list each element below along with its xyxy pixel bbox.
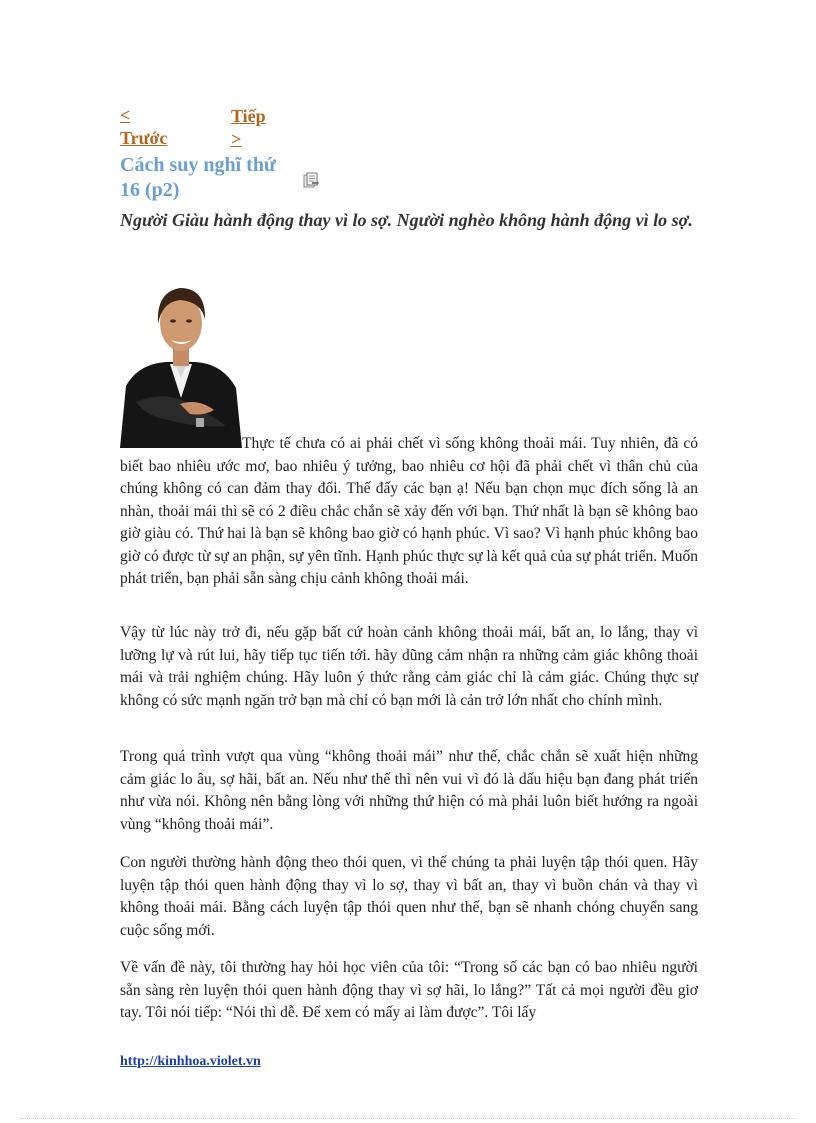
paragraph-3: Trong quá trình vượt qua vùng “không thoải mái” như thế, chắc chắn sẽ xuất hiện những cảm giác lo âu, sợ hãi, bất an. Nếu như thế thì nên vui vì đó là dấu hiệu bạn đang phát triển như vừa nói. Không nên bằng lòng với những thứ hiện có mà phải luôn biết hướng ra ngoài vùng “không thoải mái”. (120, 748, 698, 833)
prev-label: Trước (120, 128, 168, 148)
footer-website-link[interactable]: http://kinhhoa.violet.vn (120, 1054, 261, 1069)
paragraph-5: Về vấn đề này, tôi thường hay hỏi học viên của tôi: “Trong số các bạn có bao nhiêu người sẵn sàng rèn luyện thói quen hành động thay vì sợ hãi, lo lắng?” Tất cả mọi người đều giơ tay. Tôi nói tiếp: “Nói thì dễ. Để xem có mấy ai làm được”. Tôi lấy (120, 959, 698, 1021)
subtitle: Người Giàu hành động thay vì lo sợ. Người nghèo không hành động vì lo sợ. (120, 210, 693, 230)
prev-link[interactable] (120, 104, 210, 150)
next-link[interactable] (231, 105, 291, 151)
paragraph-1: Thực tế chưa có ai phải chết vì sống không thoải mái. Tuy nhiên, đã có biết bao nhiêu ước mơ, bao nhiêu ý tưởng, bao nhiêu cơ hội đã phải chết vì thân chủ của chúng không có can đảm thay đổi. Thế đấy các bạn ạ! Nếu bạn chọn mục đích sống là an nhàn, thoải mái thì sẽ có 2 điều chắc chắn sẽ xảy đến với bạn. Thứ nhất là bạn sẽ không bao giờ giàu có. Thứ hai là bạn sẽ không bao giờ có hạnh phúc. Vì sao? Vì hạnh phúc không bao giờ có được từ sự an phận, sự yên tĩnh. Hạnh phúc thực sự là kết quả của sự phát triển. Muốn phát triển, bạn phải sẵn sàng chịu cảnh không thoải mái. (120, 435, 698, 587)
portrait-photo (118, 278, 243, 448)
next-label: Tiếp (231, 106, 266, 126)
paragraph-4: Con người thường hành động theo thói quen, vì thế chúng ta phải luyện tập thói quen. Hãy luyện tập thói quen hành động thay vì lo sợ, thay vì bất an, thay vì buồn chán và thay vì không thoải mái. Bằng cách luyện tập thói quen như thế, bạn sẽ nhanh chóng chuyển sang cuộc sống mới. (120, 854, 698, 939)
prev-arrow: < (120, 105, 131, 125)
paragraph-2: Vậy từ lúc này trở đi, nếu gặp bất cứ hoàn cảnh không thoải mái, bất an, lo lắng, thay vì lưỡng lự và rút lui, hãy tiếp tục tiến tới. hãy dũng cảm nhận ra những cảm giác không thoải mái và trải nghiệm chúng. Hãy luôn ý thức rằng cảm giác chỉ là cảm giác. Chúng thực sự không có sức mạnh ngăn trở bạn mà chỉ có bạn mới là cản trở lớn nhất cho chính mình. (120, 624, 698, 709)
page-title: Cách suy nghĩ thứ 16 (p2) (120, 154, 276, 201)
page-bottom-divider (20, 1118, 796, 1119)
next-arrow: > (231, 129, 242, 149)
document-icon[interactable] (303, 172, 319, 189)
